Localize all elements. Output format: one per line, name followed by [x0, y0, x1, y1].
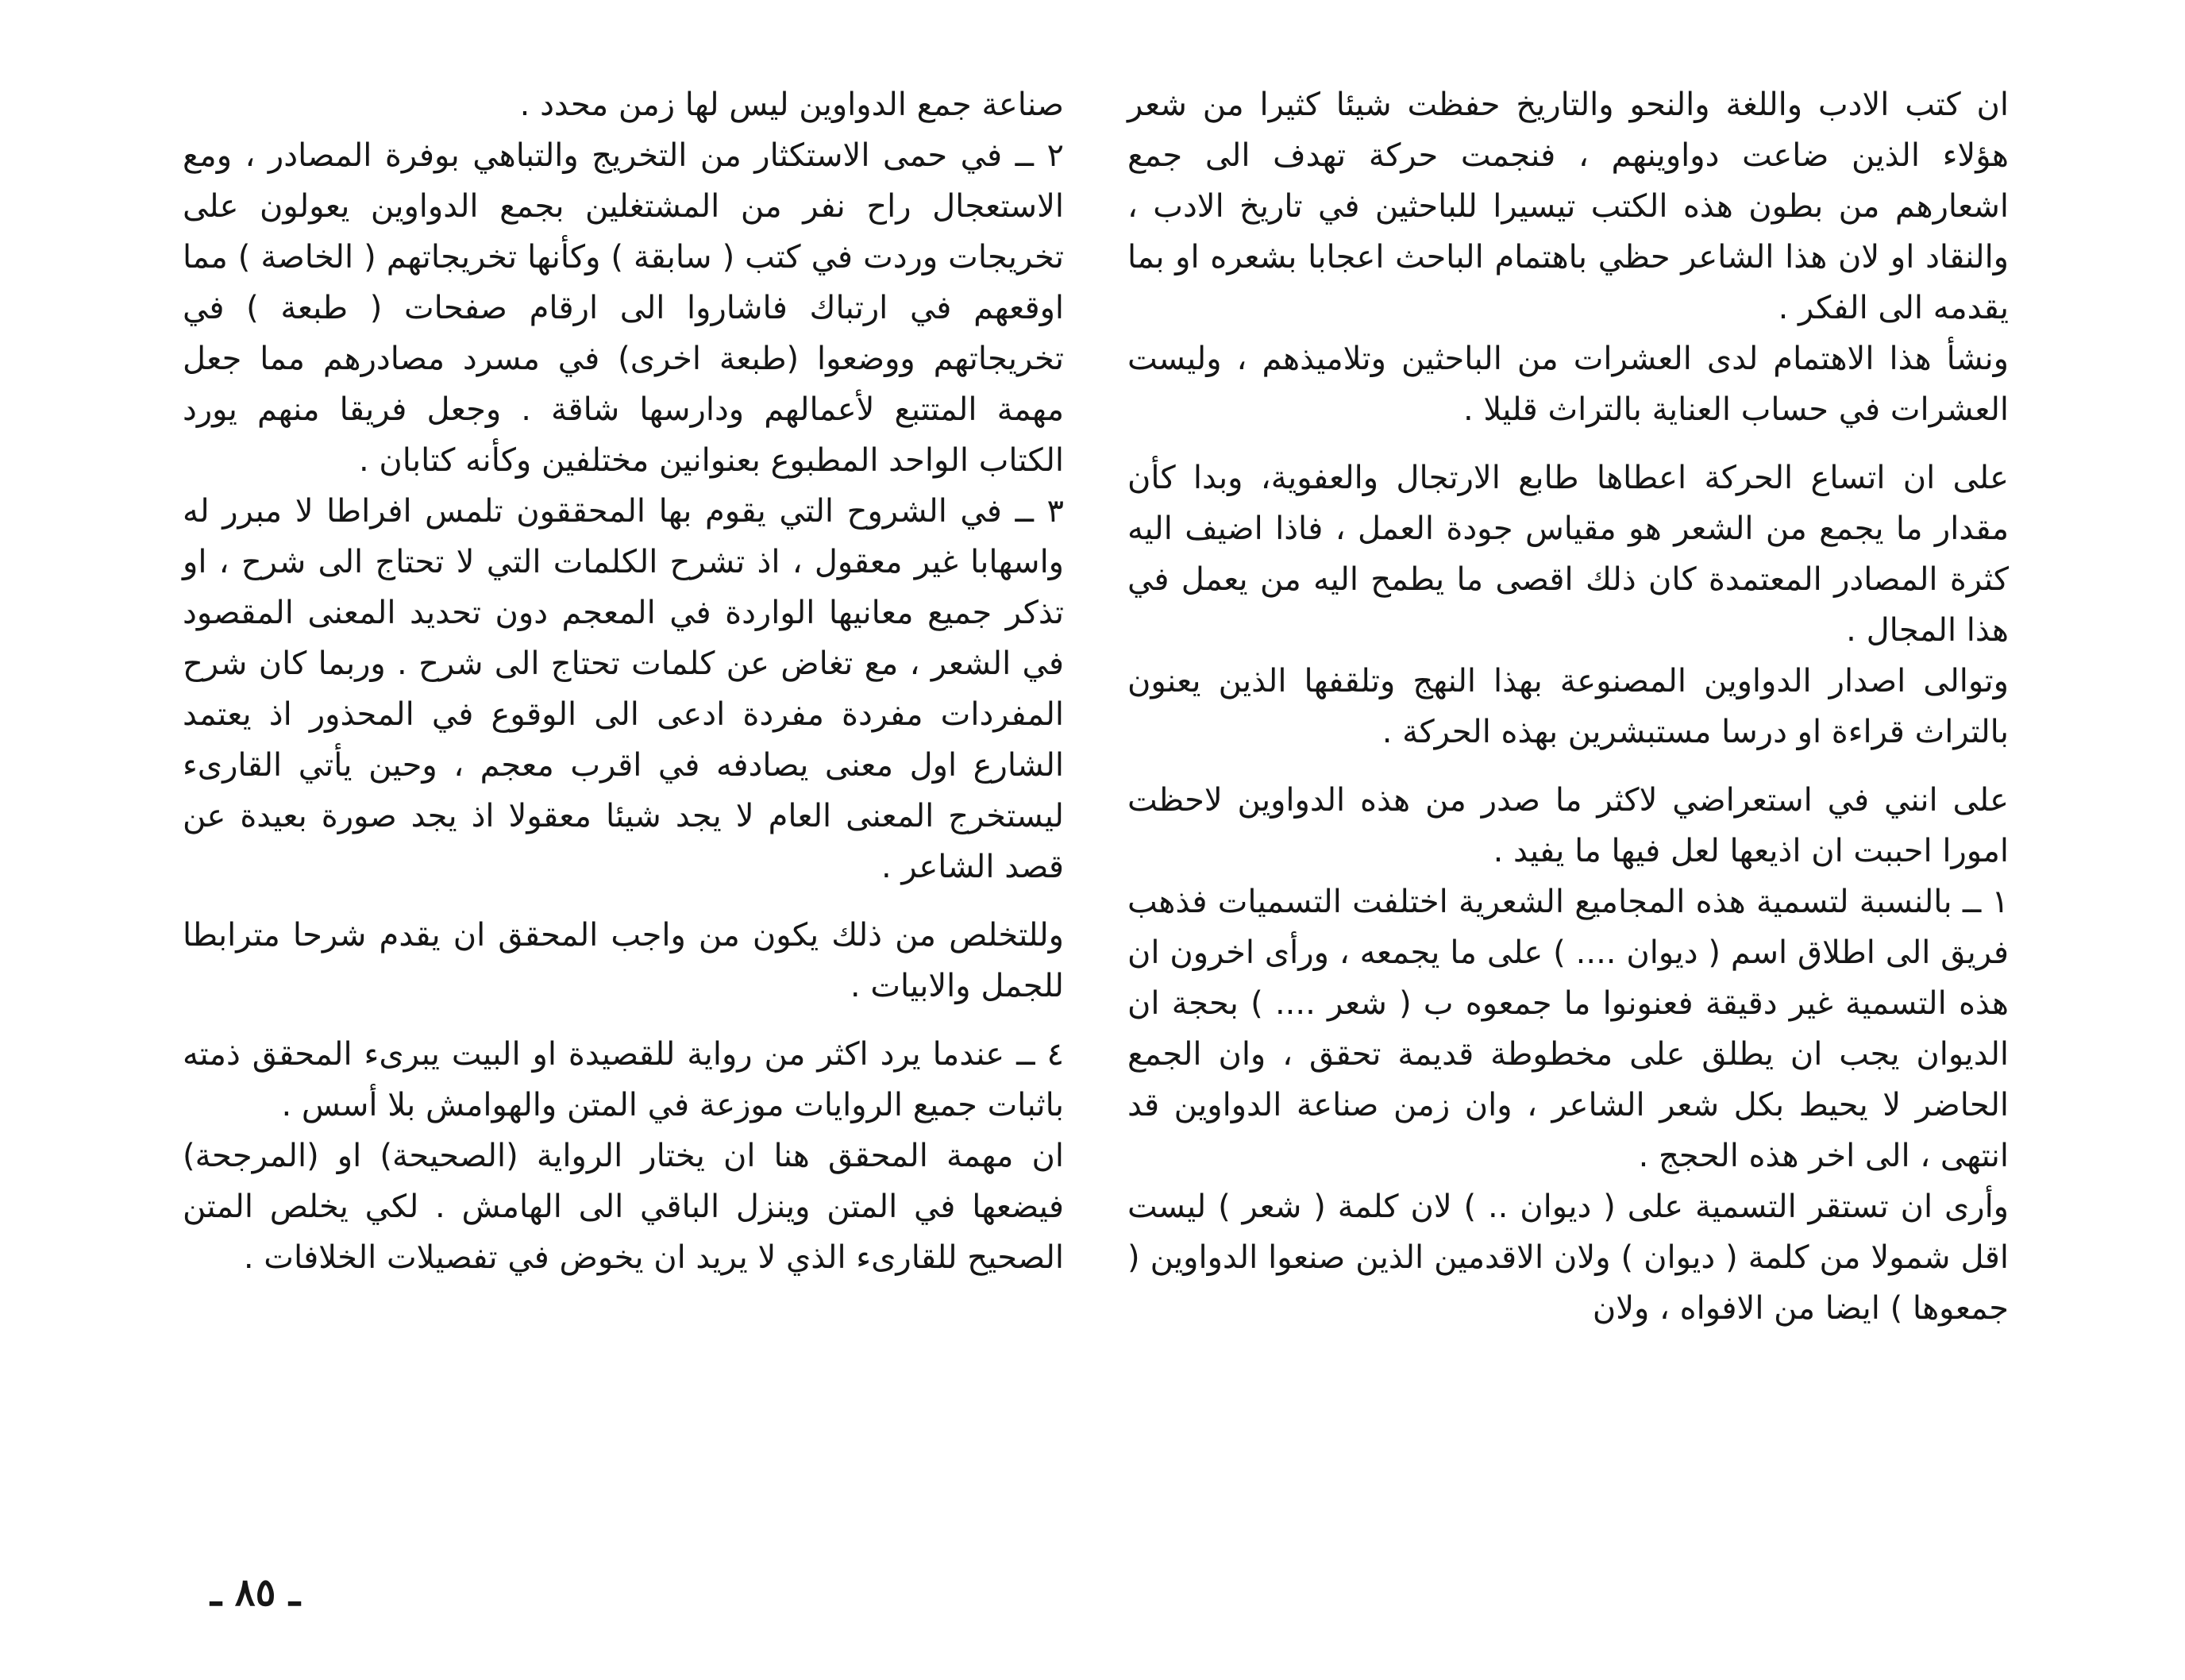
paragraph: وللتخلص من ذلك يكون من واجب المحقق ان يقدم شرحا مترابطا للجمل والابيات .: [183, 917, 1064, 1004]
paragraph: ان كتب الادب واللغة والنحو والتاريخ حفظت شيئا كثيرا من شعر هؤلاء الذين ضاعت دواوينهم ، فنجمت حركة تهدف الى جمع اشعارهم من بطون هذه الكتب تيسيرا للباحثين في تاريخ الادب ، والنقاد او لان هذا الشاعر حظي باهتمام الباحث اعجابا بشعره او بما يقدمه الى الفكر .: [1127, 87, 2009, 326]
paragraph: ٣ ــ في الشروح التي يقوم بها المحققون تلمس افراطا لا مبرر له واسهابا غير معقول ، اذ تشرح الكلمات التي لا تحتاج الى شرح ، او تذكر جميع معانيها الواردة في المعجم دون تحديد المعنى المقصود في الشعر ، مع تغاض عن كلمات تحتاج الى شرح . وربما كان شرح المفردات مفردة مفردة ادعى الى الوقوع في المحذور اذ يعتمد الشارع اول معنى يصادفه في اقرب معجم ، وحين يأتي القارىء ليستخرج المعنى العام لا يجد شيئا معقولا اذ يجد صورة بعيدة عن قصد الشاعر .: [183, 493, 1064, 885]
page-number: ـ ٨٥ ـ: [210, 1570, 301, 1615]
paragraph: وأرى ان تستقر التسمية على ( ديوان .. ) لان كلمة ( شعر ) ليست اقل شمولا من كلمة ( ديوان ) ولان الاقدمين الذين صنعوا الدواوين ( جمعوها ) ايضا من الافواه ، ولان: [1127, 1189, 2009, 1327]
paragraph: صناعة جمع الدواوين ليس لها زمن محدد .: [519, 87, 1064, 123]
paragraph: ١ ــ بالنسبة لتسمية هذه المجاميع الشعرية اختلفت التسميات فذهب فريق الى اطلاق اسم ( ديوان .... ) على ما يجمعه ، ورأى اخرون ان هذه التسمية غير دقيقة فعنونوا ما جمعوه ب ( شعر .... ) بحجة ان الديوان يجب ان يطلق على مخطوطة قديمة تحقق ، وان الجمع الحاضر لا يحيط بكل شعر الشاعر ، وان زمن صناعة الدواوين قد انتهى ، الى اخر هذه الحجج .: [1127, 884, 2009, 1174]
paragraph: وتوالى اصدار الدواوين المصنوعة بهذا النهج وتلقفها الذين يعنون بالتراث قراءة او درسا مستبشرين بهذه الحركة .: [1127, 663, 2009, 750]
right-text-column: [1127, 79, 2009, 1334]
left-text-column: [183, 79, 1064, 1283]
paragraph: ٤ ــ عندما يرد اكثر من رواية للقصيدة او البيت يبرىء المحقق ذمته باثبات جميع الروايات موزعة في المتن والهوامش بلا أسس .: [183, 1036, 1064, 1123]
paragraph: ٢ ــ في حمى الاستكثار من التخريج والتباهي بوفرة المصادر ، ومع الاستعجال راح نفر من المشتغلين بجمع الدواوين يعولون على تخريجات وردت في كتب ( سابقة ) وكأنها تخريجاتهم ( الخاصة ) مما اوقعهم في ارتباك فاشاروا الى ارقام صفحات ( طبعة ) في تخريجاتهم ووضعوا (طبعة اخرى) في مسرد مصادرهم مما جعل مهمة المتتبع لأعمالهم ودارسها شاقة . وجعل فريقا منهم يورد الكتاب الواحد المطبوع بعنوانين مختلفين وكأنه كتابان .: [183, 137, 1064, 479]
paragraph: على انني في استعراضي لاكثر ما صدر من هذه الدواوين لاحظت امورا احببت ان اذيعها لعل فيها ما يفيد .: [1127, 782, 2009, 869]
paragraph: ان مهمة المحقق هنا ان يختار الرواية (الصحيحة) او (المرجحة) فيضعها في المتن وينزل الباقي الى الهامش . لكي يخلص المتن الصحيح للقارىء الذي لا يريد ان يخوض في تفصيلات الخلافات .: [183, 1138, 1064, 1276]
paragraph: على ان اتساع الحركة اعطاها طابع الارتجال والعفوية، وبدا كأن مقدار ما يجمع من الشعر هو مقياس جودة العمل ، فاذا اضيف اليه كثرة المصادر المعتمدة كان ذلك اقصى ما يطمح اليه من يعمل في هذا المجال .: [1127, 460, 2009, 649]
paragraph: ونشأ هذا الاهتمام لدى العشرات من الباحثين وتلاميذهم ، وليست العشرات في حساب العناية بالتراث قليلا .: [1127, 341, 2009, 428]
